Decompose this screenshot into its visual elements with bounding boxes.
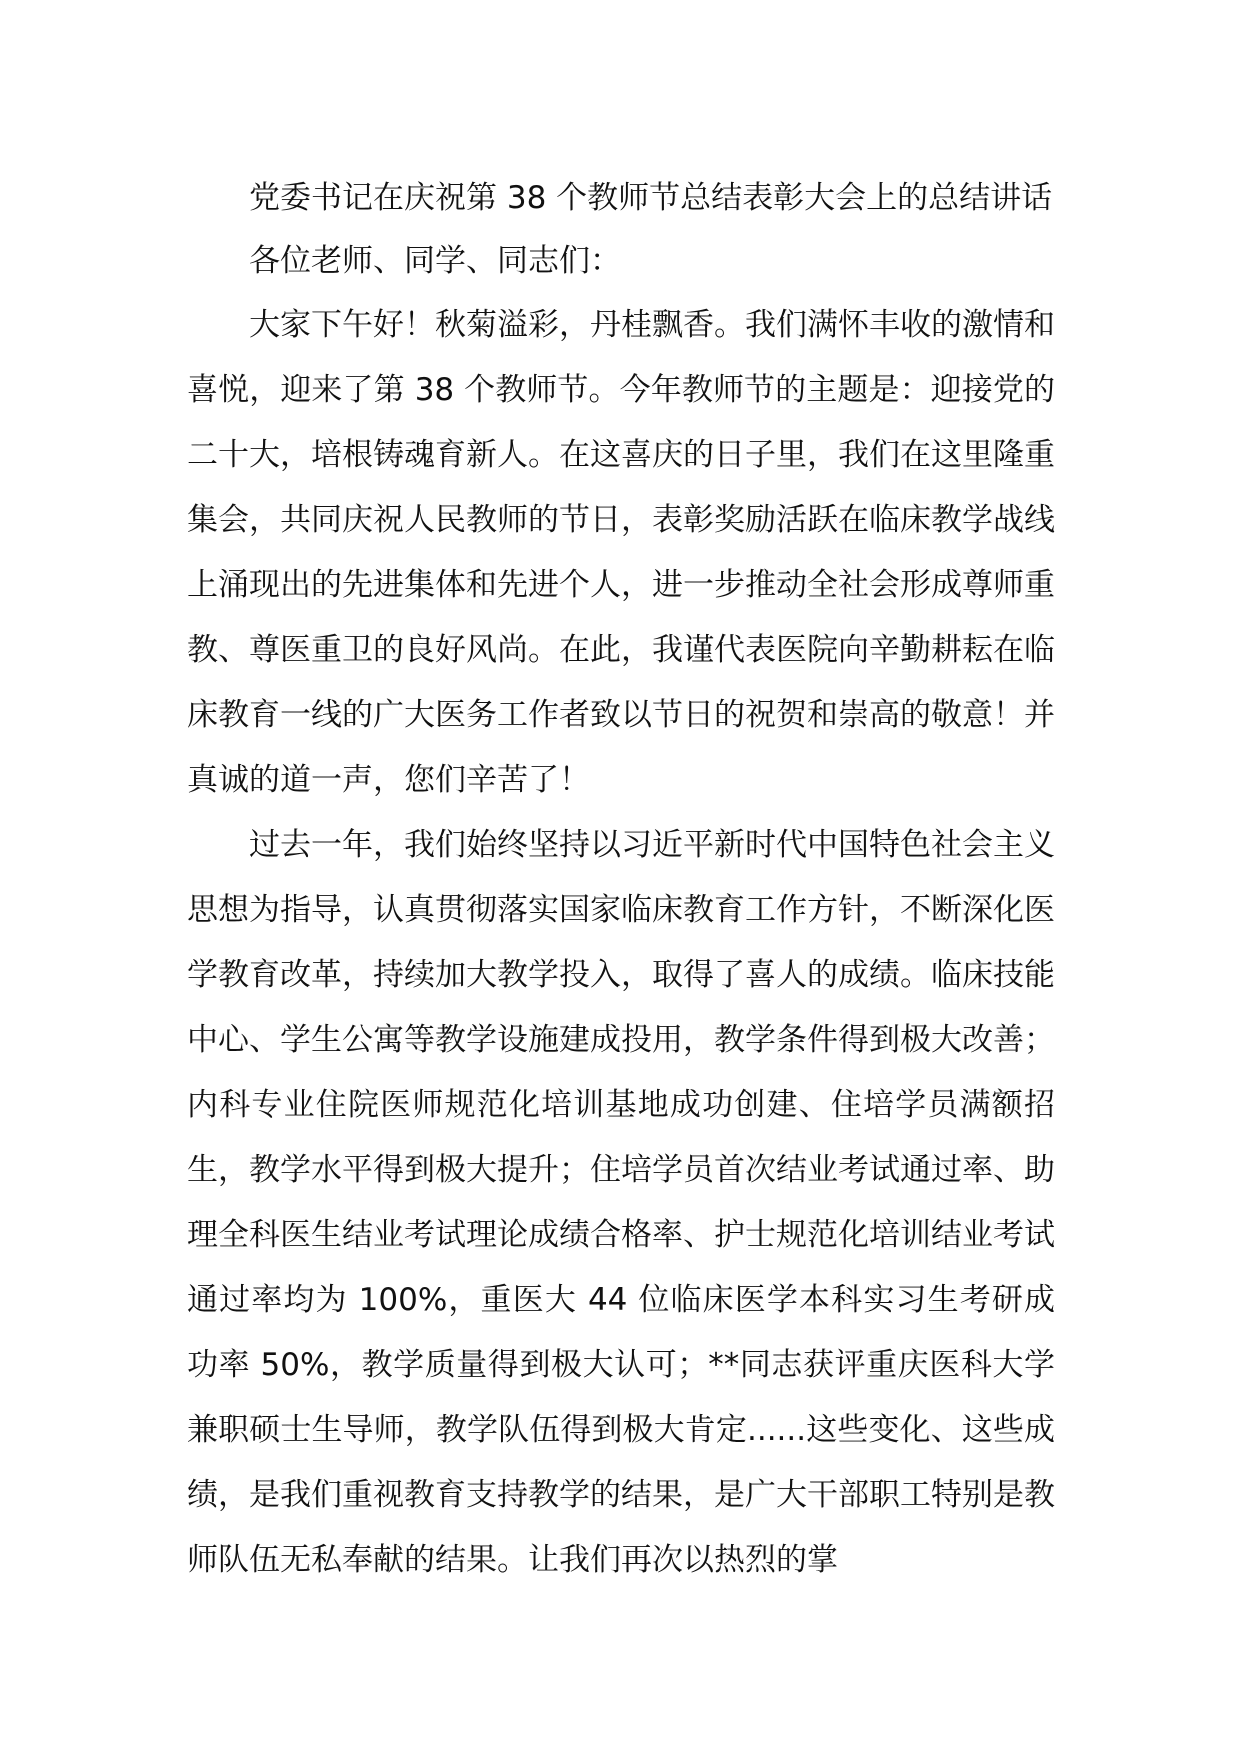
- speech-title: 党委书记在庆祝第 38 个教师节总结表彰大会上的总结讲话: [249, 180, 1053, 216]
- paragraph-opening: 大家下午好！秋菊溢彩，丹桂飘香。我们满怀丰收的激情和喜悦，迎来了第 38 个教师节。今年教师节的主题是：迎接党的二十大，培根铸魂育新人。在这喜庆的日子里，我们在这里隆重集会，共同庆祝人民教师的节日，表彰奖励活跃在临床教学战线上涌现出的先进集体和先进个人，进一步推动全社会形成尊师重教、尊医重卫的良好风尚。在此，我谨代表医院向辛勤耕耘在临床教育一线的广大医务工作者致以节日的祝贺和崇高的敬意！并真诚的道一声，您们辛苦了！: [187, 307, 1055, 798]
- document-body: [187, 167, 1055, 1593]
- paragraph-review: 过去一年，我们始终坚持以习近平新时代中国特色社会主义思想为指导，认真贯彻落实国家临床教育工作方针，不断深化医学教育改革，持续加大教学投入，取得了喜人的成绩。临床技能中心、学生公寓等教学设施建成投用，教学条件得到极大改善；内科专业住院医师规范化培训基地成功创建、住培学员满额招生，教学水平得到极大提升；住培学员首次结业考试通过率、助理全科医生结业考试理论成绩合格率、护士规范化培训结业考试通过率均为 100%，重医大 44 位临床医学本科实习生考研成功率 50%，教学质量得到极大认可；**同志获评重庆医科大学兼职硕士生导师，教学队伍得到极大肯定......这些变化、这些成绩，是我们重视教育支持教学的结果，是广大干部职工特别是教师队伍无私奉献的结果。让我们再次以热烈的掌: [187, 827, 1055, 1578]
- salutation: 各位老师、同学、同志们：: [249, 243, 621, 279]
